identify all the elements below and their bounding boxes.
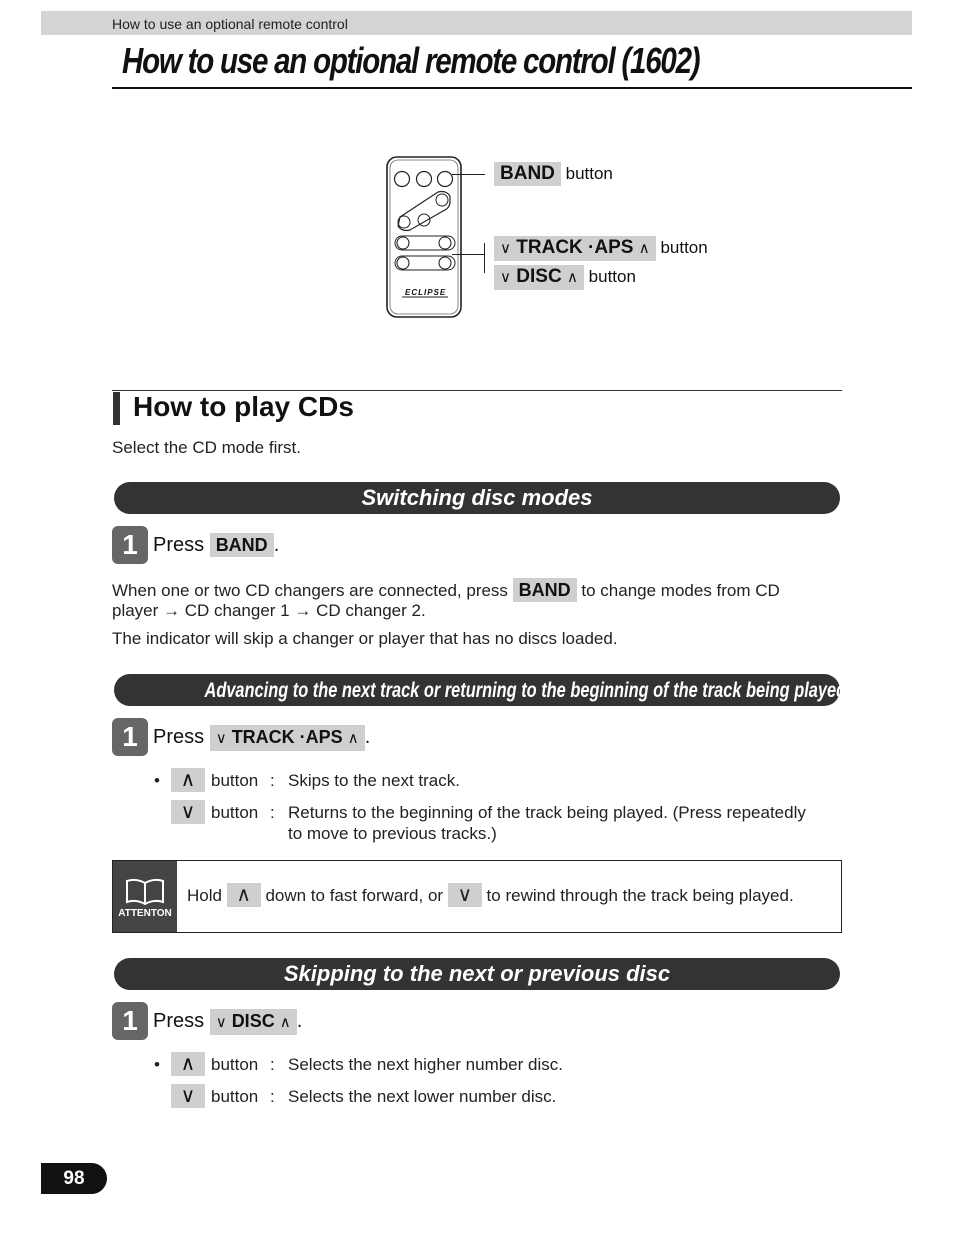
track-button-callout [494, 236, 708, 261]
title-rule [112, 87, 912, 89]
item-description-cont: to move to previous tracks.) [288, 824, 497, 843]
track-disc-leader-line [452, 254, 485, 255]
attention-text [187, 883, 794, 907]
bullet: • [154, 1055, 160, 1074]
down-arrow-icon: ∨ [448, 883, 482, 907]
item-colon: : [270, 1087, 275, 1106]
press-label: Press [153, 534, 205, 556]
skipping-step [153, 1009, 302, 1035]
bullet: • [154, 771, 160, 790]
track-key-label: TRACK ·APS [231, 727, 343, 747]
attention-label: ATTENTON [118, 908, 172, 919]
switching-heading [114, 482, 840, 514]
section-intro: Select the CD mode first. [112, 438, 301, 457]
item-button-word: button [211, 1055, 259, 1074]
track-key [210, 725, 365, 751]
section-marker [113, 392, 120, 425]
up-chevron-icon: ∧ [566, 269, 578, 286]
page-number: 98 [41, 1163, 107, 1194]
disc-button-callout [494, 265, 636, 290]
disc-button-word: button [588, 267, 636, 286]
band-key: BAND [210, 533, 274, 557]
attention-text-c: to rewind through the track being played. [486, 886, 794, 905]
attention-text-b: down to fast forward, or [265, 886, 444, 905]
track-key-label: TRACK ·APS [516, 237, 634, 258]
para-text: to change modes from CD [581, 581, 780, 600]
band-leader-line [452, 174, 485, 175]
step-badge: 1 [112, 526, 148, 564]
attention-text-a: Hold [187, 886, 222, 905]
skipping-heading [114, 958, 840, 990]
disc-key [210, 1009, 297, 1035]
down-chevron-icon: ∨ [500, 240, 511, 257]
running-header [41, 11, 912, 35]
band-key: BAND [494, 162, 561, 186]
switching-heading-text: Switching disc modes [361, 485, 593, 510]
up-chevron-icon: ∧ [347, 730, 359, 747]
advancing-heading-text: Advancing to the next track or returning to the beginning of the track being played [204, 679, 847, 702]
item-description: Selects the next lower number disc. [288, 1087, 557, 1106]
down-chevron-icon: ∨ [215, 730, 227, 747]
running-title: How to use an optional remote control [112, 16, 348, 32]
up-arrow-icon: ∧ [171, 1052, 205, 1076]
track-button-word: button [660, 238, 708, 257]
advancing-heading [114, 674, 847, 706]
item-colon: : [270, 803, 275, 822]
skipping-heading-text: Skipping to the next or previous disc [283, 961, 671, 986]
item-description: Selects the next higher number disc. [288, 1055, 563, 1074]
down-chevron-icon: ∨ [500, 269, 511, 286]
up-chevron-icon: ∧ [638, 240, 650, 257]
down-arrow-icon: ∨ [171, 1084, 205, 1108]
step-badge: 1 [112, 718, 148, 756]
period: . [364, 726, 371, 748]
disc-key-label: DISC [231, 1011, 275, 1031]
item-button-word: button [211, 771, 259, 790]
down-arrow-icon: ∨ [171, 800, 205, 824]
track-key [494, 236, 656, 261]
switching-paragraph-line2: player → CD changer 1 → CD changer 2. [112, 601, 426, 620]
switching-step [153, 533, 279, 557]
attention-box [112, 860, 842, 933]
advancing-step [153, 725, 370, 751]
item-colon: : [270, 771, 275, 790]
step-badge: 1 [112, 1002, 148, 1040]
section-title: How to play CDs [133, 391, 354, 422]
period: . [296, 1010, 303, 1032]
switching-paragraph-line1 [112, 578, 780, 602]
switching-paragraph-2: The indicator will skip a changer or player that has no discs loaded. [112, 629, 618, 648]
item-description: Returns to the beginning of the track being played. (Press repeatedly [288, 803, 806, 822]
up-arrow-icon: ∧ [171, 768, 205, 792]
band-button-callout [494, 162, 613, 186]
item-description: Skips to the next track. [288, 771, 460, 790]
para-text: When one or two CD changers are connected, press [112, 581, 508, 600]
up-chevron-icon: ∧ [279, 1014, 291, 1031]
disc-key [494, 265, 584, 290]
attention-sidebar [113, 861, 177, 932]
track-disc-leader-vertical [484, 243, 485, 273]
band-button-word: button [565, 164, 613, 183]
item-button-word: button [211, 803, 259, 822]
period: . [273, 534, 280, 556]
remote-brand-logo: ECLIPSE [405, 288, 447, 297]
down-chevron-icon: ∨ [215, 1014, 227, 1031]
item-button-word: button [211, 1087, 259, 1106]
press-label: Press [153, 1010, 205, 1032]
disc-key-label: DISC [516, 266, 562, 287]
press-label: Press [153, 726, 205, 748]
band-key: BAND [513, 578, 577, 602]
page-title: How to use an optional remote control (1602) [122, 40, 700, 81]
book-icon [124, 878, 166, 906]
up-arrow-icon: ∧ [227, 883, 261, 907]
item-colon: : [270, 1055, 275, 1074]
